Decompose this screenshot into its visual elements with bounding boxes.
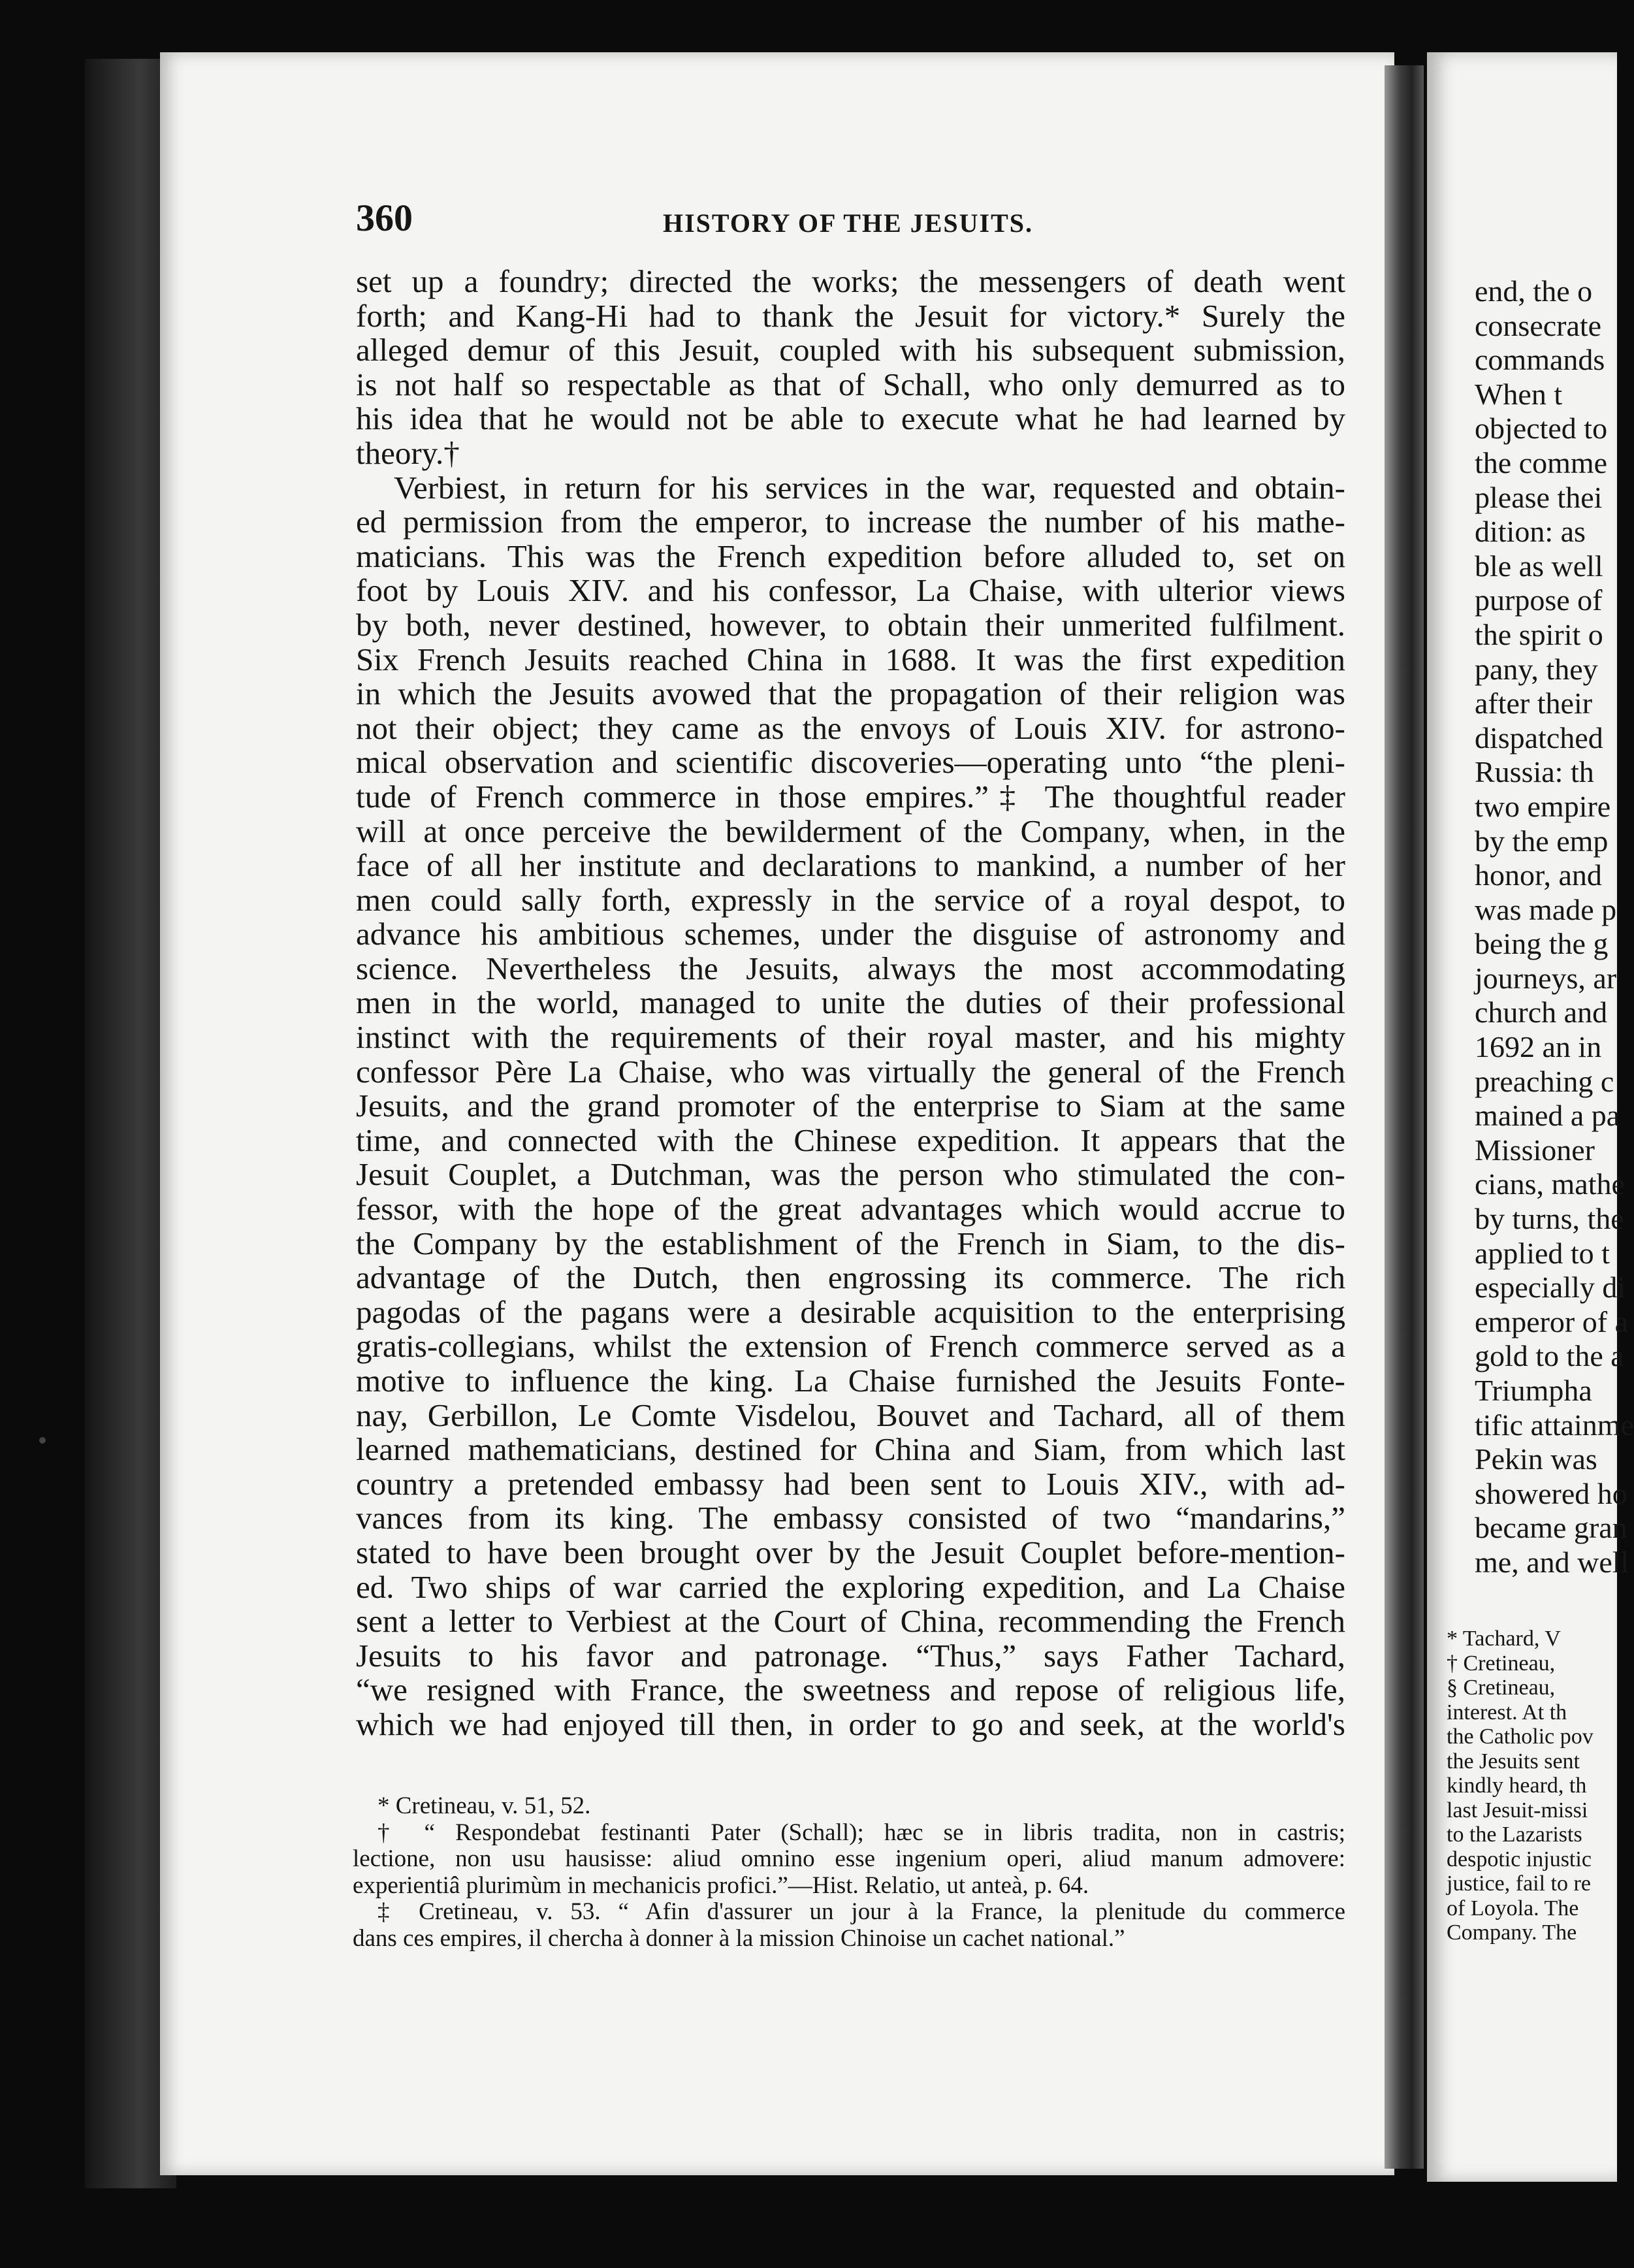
- facing-page-line: Triumpha: [1475, 1374, 1592, 1407]
- facing-page-footnote-line: the Jesuits sent: [1447, 1749, 1580, 1774]
- facing-page-line: pany, they: [1475, 652, 1598, 686]
- facing-page-footnote-line: Company. The: [1447, 1920, 1577, 1945]
- footnote-line: experientiâ plurimùm in mechanicis profici.”—Hist. Relatio, ut anteà, p. 64.: [353, 1871, 1089, 1899]
- facing-page-line: Missioner: [1475, 1133, 1595, 1167]
- body-line: pagodas of the pagans were a desirable acquisition to the enterprising: [356, 1293, 1345, 1330]
- body-line: foot by Louis XIV. and his confessor, La Chaise, with ulterior views: [356, 572, 1345, 609]
- body-line: men in the world, managed to unite the duties of their professional: [356, 984, 1345, 1021]
- body-line: ed. Two ships of war carried the exploring expedition, and La Chaise: [356, 1568, 1345, 1605]
- running-title: HISTORY OF THE JESUITS.: [663, 208, 1033, 238]
- facing-page-footnote-line: kindly heard, th: [1447, 1774, 1587, 1798]
- body-line: Jesuits, and the grand promoter of the enterprise to Siam at the same: [356, 1088, 1345, 1124]
- body-line: Jesuits to his favor and patronage. “Thus,” says Father Tachard,: [356, 1637, 1345, 1674]
- facing-page-line: church and: [1475, 996, 1608, 1029]
- body-line: men could sally forth, expressly in the service of a royal despot, to: [356, 881, 1345, 918]
- facing-page-line: me, and well: [1475, 1545, 1629, 1579]
- facing-page-footnote-line: interest. At th: [1447, 1700, 1567, 1725]
- facing-page-footnote-line: to the Lazarists: [1447, 1822, 1582, 1847]
- body-line: maticians. This was the French expedition before alluded to, set on: [356, 538, 1345, 574]
- facing-page-footnote-line: § Cretineau,: [1447, 1676, 1556, 1700]
- facing-page-line: cians, mathe: [1475, 1167, 1625, 1201]
- facing-page-line: dispatched: [1475, 721, 1603, 754]
- book-gutter: [1385, 65, 1424, 2169]
- facing-page-footnotes: [1447, 1627, 1623, 1945]
- body-line: will at once perceive the bewilderment of the Company, when, in the: [356, 813, 1345, 849]
- footnote-line: lectione, non usu hausisse: aliud omnino esse ingenium operi, aliud manum admovere:: [353, 1845, 1345, 1872]
- footnote-line: * Cretineau, v. 51, 52.: [377, 1792, 591, 1819]
- body-line: mical observation and scientific discoveries—operating unto “the pleni-: [356, 744, 1345, 781]
- body-line: stated to have been brought over by the Jesuit Couplet before-mention-: [356, 1534, 1345, 1570]
- body-line: vances from its king. The embassy consisted of two “mandarins,”: [356, 1500, 1345, 1536]
- facing-page-footnote-line: of Loyola. The: [1447, 1896, 1579, 1920]
- facing-page-line: applied to t: [1475, 1236, 1610, 1270]
- body-line: instinct with the requirements of their royal master, and his mighty: [356, 1019, 1345, 1056]
- facing-page-footnote-line: despotic injustic: [1447, 1847, 1592, 1871]
- facing-page-line: commands: [1475, 343, 1605, 377]
- body-line: learned mathematicians, destined for China and Siam, from which last: [356, 1431, 1345, 1468]
- facing-page-line: ble as well: [1475, 549, 1603, 583]
- body-line: alleged demur of this Jesuit, coupled with his subsequent submission,: [356, 332, 1345, 368]
- facing-page-line: became gran: [1475, 1511, 1627, 1545]
- facing-page-text: [1475, 274, 1634, 1580]
- body-line: in which the Jesuits avowed that the propagation of their religion was: [356, 675, 1345, 712]
- body-line: fessor, with the hope of the great advantages which would accrue to: [356, 1191, 1345, 1227]
- facing-page-line: the spirit o: [1475, 617, 1603, 651]
- facing-page-line: end, the o: [1475, 274, 1593, 308]
- facing-page-line: preaching c: [1475, 1064, 1614, 1098]
- body-line: motive to influence the king. La Chaise furnished the Jesuits Fonte-: [356, 1363, 1345, 1399]
- body-line: nay, Gerbillon, Le Comte Visdelou, Bouvet and Tachard, all of them: [356, 1397, 1345, 1433]
- body-line: Six French Jesuits reached China in 1688. It was the first expedition: [356, 641, 1345, 677]
- facing-page-line: mained a pa: [1475, 1099, 1620, 1133]
- facing-page-line: the comme: [1475, 446, 1608, 479]
- footnote-line: dans ces empires, il chercha à donner à la mission Chinoise un cachet national.”: [353, 1924, 1125, 1952]
- facing-page-footnote-line: justice, fail to re: [1447, 1871, 1591, 1896]
- facing-page-line: honor, and: [1475, 858, 1602, 892]
- body-line: advantage of the Dutch, then engrossing its commerce. The rich: [356, 1259, 1345, 1296]
- facing-page-line: being the g: [1475, 927, 1609, 961]
- body-line: Jesuit Couplet, a Dutchman, was the person who stimulated the con-: [356, 1156, 1345, 1193]
- facing-page-line: 1692 an in: [1475, 1030, 1602, 1064]
- body-line: which we had enjoyed till then, in order to go and seek, at the world's: [356, 1706, 1345, 1742]
- body-line: theory.†: [356, 434, 460, 471]
- body-line: Verbiest, in return for his services in the war, requested and obtain-: [394, 469, 1345, 506]
- body-line: gratis-collegians, whilst the extension of French commerce served as a: [356, 1328, 1345, 1365]
- body-line: time, and connected with the Chinese expedition. It appears that the: [356, 1122, 1345, 1158]
- body-line: science. Nevertheless the Jesuits, always the most accommodating: [356, 950, 1345, 986]
- footnote-line: ‡ Cretineau, v. 53. “ Afin d'assurer un jour à la France, la plenitude du commerce: [377, 1898, 1345, 1925]
- facing-page-line: two empire: [1475, 789, 1611, 823]
- facing-page-line: by turns, the: [1475, 1202, 1624, 1236]
- body-line: country a pretended embassy had been sent to Louis XIV., with ad-: [356, 1465, 1345, 1502]
- facing-page-line: Pekin was: [1475, 1442, 1597, 1476]
- facing-page-footnote-line: * Tachard, V: [1447, 1627, 1561, 1651]
- page-header: [356, 196, 1345, 248]
- body-line: his idea that he would not be able to execute what he had learned by: [356, 400, 1345, 437]
- facing-page-line: by the emp: [1475, 824, 1609, 858]
- scan-speck: [39, 1437, 46, 1444]
- body-line: tude of French commerce in those empires.”‡ The thoughtful reader: [356, 778, 1345, 815]
- facing-page-footnote-line: the Catholic pov: [1447, 1725, 1594, 1749]
- facing-page-line: journeys, ar: [1475, 961, 1617, 995]
- body-line: ed permission from the emperor, to increase the number of his mathe-: [356, 504, 1345, 540]
- facing-page-line: When t: [1475, 377, 1563, 411]
- facing-page-line: tific attainme: [1475, 1408, 1634, 1442]
- facing-page-footnote-line: † Cretineau,: [1447, 1651, 1556, 1676]
- body-line: by both, never destined, however, to obtain their unmerited fulfilment.: [356, 606, 1345, 643]
- body-line: confessor Père La Chaise, who was virtually the general of the French: [356, 1053, 1345, 1090]
- footnote-line: † “ Respondebat festinanti Pater (Schall); hæc se in libris tradita, non in castris;: [377, 1819, 1345, 1846]
- facing-page-line: showered ho: [1475, 1476, 1627, 1510]
- facing-page-line: emperor of a: [1475, 1304, 1628, 1338]
- facing-page-line: objected to: [1475, 412, 1608, 446]
- facing-page-line: especially di: [1475, 1271, 1626, 1304]
- footnotes: [353, 1793, 1345, 1952]
- body-line: is not half so respectable as that of Schall, who only demurred as to: [356, 366, 1345, 402]
- body-line: advance his ambitious schemes, under the disguise of astronomy and: [356, 916, 1345, 952]
- facing-page-line: dition: as: [1475, 515, 1586, 549]
- facing-page-line: after their: [1475, 687, 1593, 721]
- body-line: set up a foundry; directed the works; the messengers of death went: [356, 263, 1345, 299]
- facing-page-line: consecrate: [1475, 308, 1602, 342]
- body-line: “we resigned with France, the sweetness and repose of religious life,: [356, 1672, 1345, 1708]
- body-line: face of all her institute and declarations to mankind, a number of her: [356, 847, 1345, 884]
- facing-page-line: was made p: [1475, 892, 1617, 926]
- body-line: the Company by the establishment of the French in Siam, to the dis-: [356, 1225, 1345, 1261]
- facing-page-line: purpose of: [1475, 583, 1603, 617]
- body-line: not their object; they came as the envoys of Louis XIV. for astrono-: [356, 709, 1345, 746]
- page-number: 360: [356, 197, 413, 239]
- facing-page-line: gold to the a: [1475, 1339, 1624, 1373]
- body-line: forth; and Kang-Hi had to thank the Jesuit for victory.* Surely the: [356, 297, 1345, 334]
- body-line: sent a letter to Verbiest at the Court of China, recommending the French: [356, 1603, 1345, 1640]
- body-text: [356, 265, 1345, 1742]
- facing-page-line: Russia: th: [1475, 755, 1594, 789]
- facing-page-footnote-line: last Jesuit-missi: [1447, 1798, 1588, 1822]
- facing-page-line: please thei: [1475, 480, 1603, 514]
